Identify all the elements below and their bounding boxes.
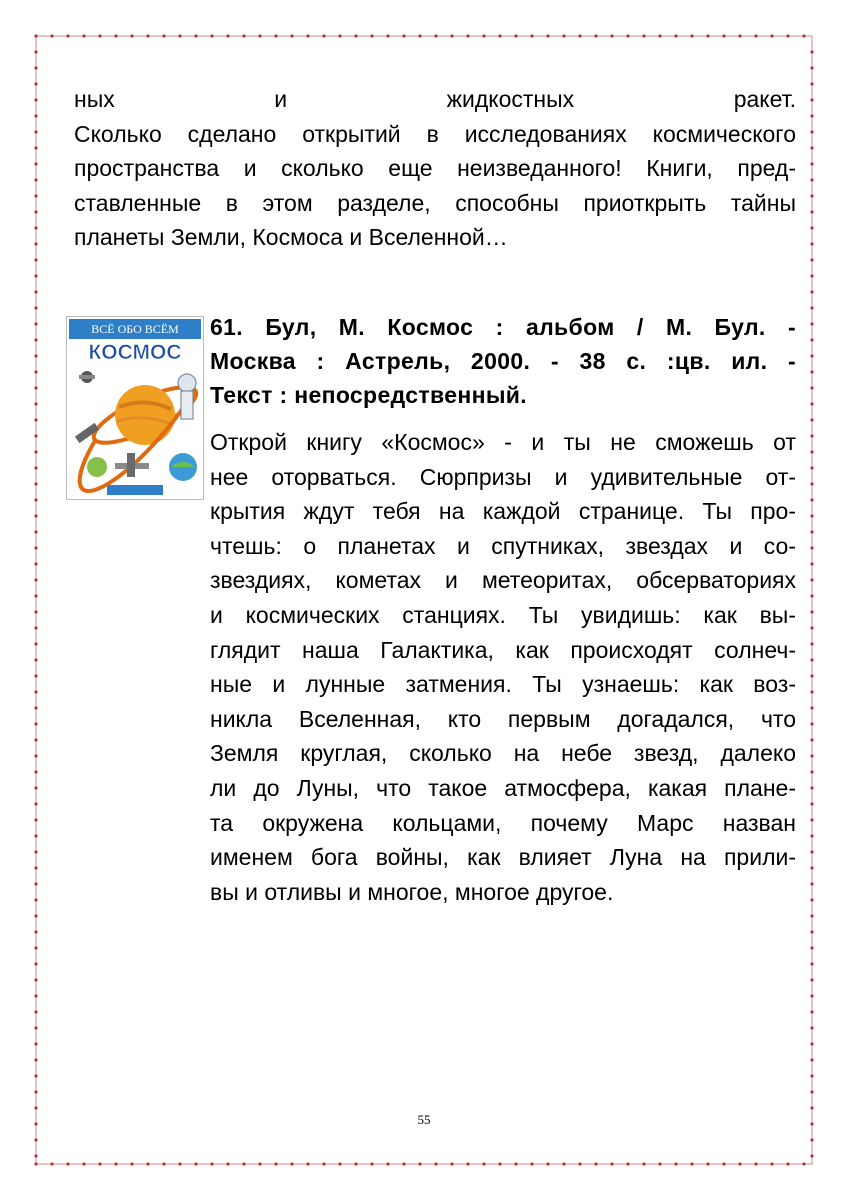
border-ornament-dot — [810, 98, 813, 101]
border-ornament-dot — [658, 34, 661, 37]
border-ornament-dot — [34, 1074, 37, 1077]
border-ornament-dot — [258, 1162, 261, 1165]
border-ornament-dot — [98, 34, 101, 37]
border-ornament-dot — [810, 930, 813, 933]
border-ornament-dot — [34, 1154, 37, 1157]
border-ornament-dot — [226, 1162, 229, 1165]
intro-line: пространства и сколько еще неизведанного! Книги, пред- — [74, 155, 796, 181]
intro-first-line — [74, 82, 796, 117]
border-ornament-dot — [370, 1162, 373, 1165]
border-ornament-dot — [34, 626, 37, 629]
border-ornament-dot — [418, 34, 421, 37]
border-ornament-dot — [786, 34, 789, 37]
annotation-line: вы и отливы и многое, многое другое. — [210, 878, 614, 905]
border-ornament-dot — [810, 962, 813, 965]
border-ornament-dot — [34, 930, 37, 933]
border-ornament-dot — [810, 546, 813, 549]
annotation-line: та окружена кольцами, почему Марс назван — [210, 809, 796, 836]
border-ornament-dot — [34, 146, 37, 149]
border-ornament-dot — [810, 1090, 813, 1093]
border-ornament-dot — [34, 210, 37, 213]
border-ornament-dot — [34, 178, 37, 181]
border-ornament-dot — [66, 34, 69, 37]
border-ornament-dot — [34, 1138, 37, 1141]
border-ornament-dot — [810, 738, 813, 741]
intro-word: ных — [74, 86, 115, 112]
border-ornament-dot — [242, 1162, 245, 1165]
border-ornament-dot — [810, 258, 813, 261]
annotation-line: ные и лунные затмения. Ты узнаешь: как воз- — [210, 671, 796, 698]
border-ornament-dot — [810, 290, 813, 293]
border-ornament-dot — [34, 770, 37, 773]
border-ornament-dot — [810, 834, 813, 837]
border-ornament-dot — [810, 210, 813, 213]
border-ornament-dot — [178, 34, 181, 37]
entry-title — [210, 310, 796, 412]
border-ornament-dot — [482, 34, 485, 37]
border-ornament-dot — [34, 402, 37, 405]
border-ornament-dot — [34, 530, 37, 533]
border-ornament-dot — [34, 754, 37, 757]
border-ornament-dot — [34, 1090, 37, 1093]
border-ornament-dot — [578, 1162, 581, 1165]
border-ornament-dot — [810, 882, 813, 885]
border-ornament-dot — [434, 1162, 437, 1165]
border-ornament-dot — [194, 34, 197, 37]
border-ornament-dot — [386, 1162, 389, 1165]
border-ornament-dot — [810, 674, 813, 677]
border-ornament-dot — [610, 1162, 613, 1165]
border-ornament-dot — [738, 34, 741, 37]
border-ornament-dot — [34, 658, 37, 661]
border-ornament-dot — [810, 994, 813, 997]
border-ornament-dot — [34, 418, 37, 421]
border-ornament-dot — [34, 82, 37, 85]
border-ornament-dot — [810, 1154, 813, 1157]
border-ornament-dot — [34, 258, 37, 261]
border-ornament-dot — [530, 1162, 533, 1165]
border-ornament-dot — [162, 1162, 165, 1165]
border-ornament-dot — [770, 34, 773, 37]
border-ornament-dot — [322, 34, 325, 37]
border-ornament-dot — [810, 802, 813, 805]
intro-word: жидкостных — [446, 86, 575, 112]
border-ornament-dot — [34, 434, 37, 437]
border-ornament-dot — [290, 1162, 293, 1165]
border-ornament-dot — [34, 594, 37, 597]
border-ornament-dot — [34, 354, 37, 357]
border-ornament-dot — [146, 1162, 149, 1165]
cover-series-text: ВСЁ ОБО ВСЁМ — [91, 322, 179, 336]
annotation-line: Открой книгу «Космос» - и ты не сможешь от — [210, 429, 796, 455]
border-ornament-dot — [34, 242, 37, 245]
border-ornament-dot — [810, 498, 813, 501]
border-ornament-dot — [34, 130, 37, 133]
border-ornament-dot — [274, 1162, 277, 1165]
border-ornament-dot — [34, 786, 37, 789]
border-ornament-dot — [34, 386, 37, 389]
annotation-line: крытия ждут тебя на каждой странице. Ты про- — [210, 498, 796, 525]
border-ornament-dot — [50, 34, 53, 37]
border-ornament-dot — [810, 866, 813, 869]
annotation-line: никла Вселенная, кто первым догадался, что — [210, 705, 796, 732]
border-ornament-dot — [34, 274, 37, 277]
border-ornament-dot — [578, 34, 581, 37]
border-ornament-dot — [34, 642, 37, 645]
border-ornament-dot — [722, 1162, 725, 1165]
border-ornament-dot — [690, 1162, 693, 1165]
border-ornament-dot — [402, 34, 405, 37]
border-ornament-dot — [34, 866, 37, 869]
border-ornament-dot — [242, 34, 245, 37]
border-ornament-dot — [258, 34, 261, 37]
intro-paragraph — [74, 82, 796, 255]
border-ornament-dot — [34, 578, 37, 581]
border-ornament-dot — [810, 178, 813, 181]
border-ornament-dot — [810, 514, 813, 517]
border-ornament-dot — [98, 1162, 101, 1165]
border-ornament-dot — [810, 130, 813, 133]
border-ornament-dot — [34, 994, 37, 997]
border-ornament-dot — [810, 626, 813, 629]
border-ornament-dot — [130, 1162, 133, 1165]
border-ornament-dot — [810, 530, 813, 533]
border-ornament-dot — [810, 898, 813, 901]
border-ornament-dot — [810, 754, 813, 757]
border-ornament-dot — [810, 658, 813, 661]
border-ornament-dot — [34, 834, 37, 837]
border-ornament-dot — [810, 434, 813, 437]
border-ornament-dot — [810, 770, 813, 773]
cover-title-text: КОСМОС — [88, 341, 182, 364]
border-ornament-dot — [810, 818, 813, 821]
border-ornament-dot — [34, 514, 37, 517]
border-ornament-dot — [34, 290, 37, 293]
border-ornament-dot — [226, 34, 229, 37]
border-ornament-dot — [674, 1162, 677, 1165]
border-ornament-dot — [274, 34, 277, 37]
border-ornament-dot — [810, 914, 813, 917]
border-ornament-dot — [810, 594, 813, 597]
border-ornament-dot — [810, 146, 813, 149]
border-ornament-dot — [810, 114, 813, 117]
border-ornament-dot — [34, 1026, 37, 1029]
border-ornament-dot — [338, 34, 341, 37]
border-ornament-dot — [466, 34, 469, 37]
border-ornament-dot — [34, 690, 37, 693]
entry-title-line: Москва : Астрель, 2000. - 38 с. :цв. ил. - — [210, 348, 796, 374]
border-ornament-dot — [34, 162, 37, 165]
border-ornament-dot — [34, 322, 37, 325]
border-ornament-dot — [562, 1162, 565, 1165]
intro-line: планеты Земли, Космоса и Вселенной… — [74, 224, 508, 250]
border-ornament-dot — [34, 50, 37, 53]
border-ornament-dot — [482, 1162, 485, 1165]
border-ornament-dot — [290, 34, 293, 37]
border-ornament-dot — [210, 34, 213, 37]
annotation-line: нее оторваться. Сюрпризы и удивительные от- — [210, 463, 796, 490]
border-ornament-dot — [34, 722, 37, 725]
border-ornament-dot — [810, 482, 813, 485]
border-ornament-dot — [354, 1162, 357, 1165]
border-ornament-dot — [34, 194, 37, 197]
border-ornament-dot — [34, 98, 37, 101]
border-ornament-dot — [162, 34, 165, 37]
border-ornament-dot — [34, 1058, 37, 1061]
border-ornament-dot — [82, 1162, 85, 1165]
border-ornament-dot — [810, 338, 813, 341]
border-ornament-dot — [642, 1162, 645, 1165]
intro-line: ставленные в этом разделе, способны приоткрыть тайны — [74, 189, 796, 216]
border-ornament-dot — [626, 1162, 629, 1165]
border-ornament-dot — [754, 1162, 757, 1165]
border-ornament-dot — [114, 1162, 117, 1165]
border-ornament-dot — [810, 562, 813, 565]
border-ornament-dot — [810, 370, 813, 373]
border-ornament-dot — [594, 34, 597, 37]
border-ornament-dot — [642, 34, 645, 37]
border-ornament-dot — [810, 354, 813, 357]
border-ornament-dot — [34, 34, 37, 37]
border-ornament-dot — [546, 1162, 549, 1165]
border-ornament-dot — [810, 578, 813, 581]
border-ornament-dot — [370, 34, 373, 37]
border-ornament-dot — [178, 1162, 181, 1165]
border-ornament-dot — [810, 850, 813, 853]
border-ornament-dot — [810, 450, 813, 453]
border-ornament-dot — [34, 882, 37, 885]
border-ornament-dot — [810, 274, 813, 277]
intro-word: ракет. — [733, 86, 796, 112]
border-ornament-dot — [34, 226, 37, 229]
border-ornament-dot — [562, 34, 565, 37]
border-ornament-dot — [34, 562, 37, 565]
border-ornament-dot — [810, 722, 813, 725]
border-ornament-dot — [786, 1162, 789, 1165]
border-ornament-dot — [34, 1106, 37, 1109]
annotation-line: именем бога войны, как влияет Луна на прили- — [210, 844, 796, 871]
border-ornament-dot — [354, 34, 357, 37]
border-ornament-dot — [34, 114, 37, 117]
border-ornament-dot — [130, 34, 133, 37]
border-ornament-dot — [770, 1162, 773, 1165]
border-ornament-dot — [34, 482, 37, 485]
border-ornament-dot — [810, 1058, 813, 1061]
border-ornament-dot — [306, 34, 309, 37]
border-ornament-dot — [34, 466, 37, 469]
border-ornament-dot — [34, 546, 37, 549]
border-ornament-dot — [514, 1162, 517, 1165]
border-ornament-dot — [450, 34, 453, 37]
annotation-line: звездиях, кометах и метеоритах, обсерваториях — [210, 567, 796, 594]
border-ornament-dot — [810, 82, 813, 85]
border-ornament-dot — [34, 946, 37, 949]
page-number: 55 — [417, 1112, 431, 1127]
entry-title-line: Текст : непосредственный. — [210, 382, 528, 408]
border-ornament-dot — [810, 322, 813, 325]
intro-line: Сколько сделано открытий в исследованиях космического — [74, 120, 796, 147]
border-ornament-dot — [34, 1042, 37, 1045]
border-ornament-dot — [82, 34, 85, 37]
border-ornament-dot — [810, 306, 813, 309]
annotation-line: глядит наша Галактика, как происходят солнеч- — [210, 636, 796, 663]
border-ornament-dot — [34, 962, 37, 965]
border-ornament-dot — [810, 466, 813, 469]
entry-title-line: 61. Бул, М. Космос : альбом / М. Бул. - — [210, 314, 796, 340]
border-ornament-dot — [810, 1010, 813, 1013]
border-ornament-dot — [34, 66, 37, 69]
border-ornament-dot — [802, 34, 805, 37]
border-ornament-dot — [338, 1162, 341, 1165]
border-ornament-dot — [810, 946, 813, 949]
border-ornament-dot — [34, 1162, 37, 1165]
border-ornament-dot — [34, 498, 37, 501]
border-ornament-dot — [498, 34, 501, 37]
border-ornament-dot — [810, 610, 813, 613]
border-ornament-dot — [754, 34, 757, 37]
border-ornament-dot — [690, 34, 693, 37]
border-ornament-dot — [810, 242, 813, 245]
border-ornament-dot — [810, 226, 813, 229]
border-ornament-dot — [810, 706, 813, 709]
border-ornament-dot — [146, 34, 149, 37]
border-ornament-dot — [322, 1162, 325, 1165]
border-ornament-dot — [810, 1074, 813, 1077]
border-ornament-dot — [610, 34, 613, 37]
border-ornament-dot — [34, 338, 37, 341]
border-ornament-dot — [386, 34, 389, 37]
border-ornament-dot — [34, 850, 37, 853]
border-ornament-dot — [810, 66, 813, 69]
border-ornament-dot — [34, 674, 37, 677]
border-ornament-dot — [498, 1162, 501, 1165]
border-ornament-dot — [594, 1162, 597, 1165]
border-ornament-dot — [450, 1162, 453, 1165]
entry-annotation — [210, 425, 796, 909]
border-ornament-dot — [810, 386, 813, 389]
border-ornament-dot — [810, 1042, 813, 1045]
intro-word: и — [274, 86, 288, 112]
border-ornament-dot — [802, 1162, 805, 1165]
border-ornament-dot — [194, 1162, 197, 1165]
border-ornament-dot — [50, 1162, 53, 1165]
border-ornament-dot — [810, 978, 813, 981]
border-ornament-dot — [34, 450, 37, 453]
border-ornament-dot — [658, 1162, 661, 1165]
border-ornament-dot — [546, 34, 549, 37]
border-ornament-dot — [466, 1162, 469, 1165]
border-ornament-dot — [34, 978, 37, 981]
border-ornament-dot — [34, 738, 37, 741]
border-ornament-dot — [810, 194, 813, 197]
annotation-line: Земля круглая, сколько на небе звезд, далеко — [210, 740, 796, 767]
border-ornament-dot — [706, 34, 709, 37]
border-ornament-dot — [738, 1162, 741, 1165]
border-ornament-dot — [674, 34, 677, 37]
border-ornament-dot — [306, 1162, 309, 1165]
border-ornament-dot — [34, 610, 37, 613]
border-ornament-dot — [434, 34, 437, 37]
border-ornament-dot — [626, 34, 629, 37]
border-ornament-dot — [810, 418, 813, 421]
border-ornament-dot — [114, 34, 117, 37]
annotation-line: и космических станциях. Ты увидишь: как вы- — [210, 601, 796, 628]
border-ornament-dot — [34, 818, 37, 821]
border-ornament-dot — [810, 690, 813, 693]
border-ornament-dot — [810, 402, 813, 405]
border-ornament-dot — [66, 1162, 69, 1165]
border-ornament-dot — [810, 1106, 813, 1109]
border-ornament-dot — [402, 1162, 405, 1165]
border-ornament-dot — [810, 786, 813, 789]
border-ornament-dot — [418, 1162, 421, 1165]
border-ornament-dot — [810, 642, 813, 645]
border-ornament-dot — [810, 162, 813, 165]
border-ornament-dot — [722, 34, 725, 37]
border-ornament-dot — [34, 914, 37, 917]
border-ornament-dot — [34, 370, 37, 373]
border-ornament-dot — [34, 802, 37, 805]
border-ornament-dot — [34, 1010, 37, 1013]
annotation-line: чтешь: о планетах и спутниках, звездах и со- — [210, 532, 796, 559]
border-ornament-dot — [530, 34, 533, 37]
border-ornament-dot — [210, 1162, 213, 1165]
border-ornament-dot — [34, 306, 37, 309]
annotation-line: ли до Луны, что такое атмосфера, какая плане- — [210, 774, 796, 801]
border-ornament-dot — [810, 1138, 813, 1141]
border-ornament-dot — [810, 50, 813, 53]
book-cover-image — [66, 316, 204, 500]
border-ornament-dot — [34, 898, 37, 901]
border-ornament-dot — [706, 1162, 709, 1165]
border-ornament-dot — [514, 34, 517, 37]
border-ornament-dot — [34, 706, 37, 709]
border-ornament-dot — [810, 1026, 813, 1029]
